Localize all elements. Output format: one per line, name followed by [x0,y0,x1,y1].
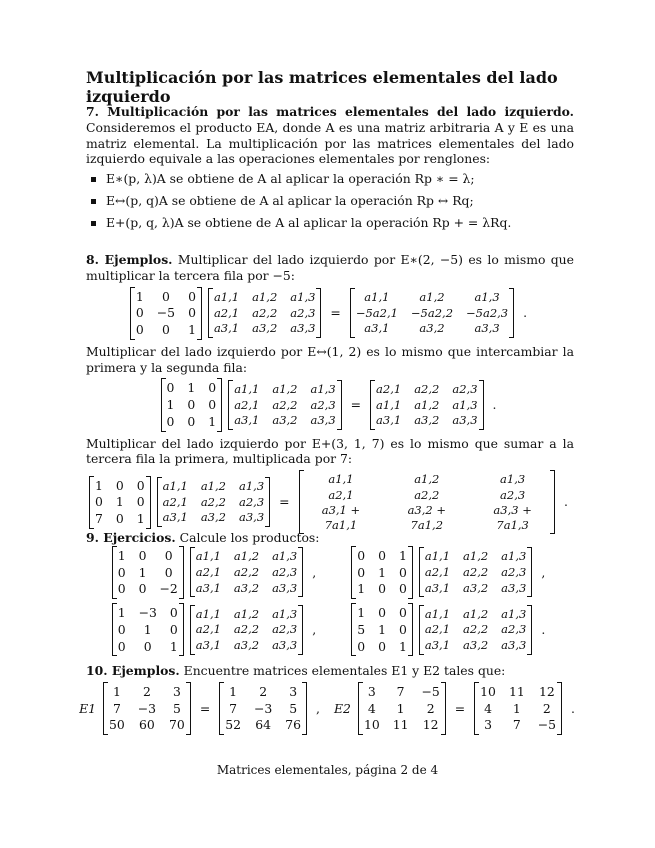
matrix-cell: 7 [396,683,405,699]
matrix-cell: 0 [115,477,124,493]
matrix-result-add [299,470,556,534]
label-e2: E2 [334,700,351,716]
matrix-cell: a2,2 [252,305,278,320]
matrix-cell: a2,1 [376,381,402,396]
matrix-cell: a1,3 [500,472,526,486]
matrix-cell: a1,3 [272,606,298,621]
matrix-cell: 1 [115,494,124,510]
matrix-cell: −2 [159,581,178,597]
matrix-cell: a1,1 [234,381,260,396]
equation-scale-row [86,287,574,340]
exercise-column-right [348,546,551,657]
matrix-cell: a2,1 [328,487,354,502]
matrix-cell: 7 [95,511,103,527]
matrix-cell: a1,3 [310,381,336,396]
matrix-cell: a2,3 [310,397,336,412]
matrix-cell: 0 [208,397,217,412]
matrix-cell: 0 [161,322,170,337]
matrix-cell: 1 [357,605,366,620]
matrix-cell: 7 [229,700,238,716]
matrix-cell: 0 [117,638,126,654]
matrix-cell: a2,3 [500,487,526,502]
matrix-cell: 1 [357,581,366,597]
matrix-cell: a3,1 + 7a1,1 [321,503,361,532]
matrix-cell: a2,3 [501,622,527,637]
matrix-cell: −3 [254,700,273,716]
list-item: E∗(p, λ)A se obtiene de A al aplicar la operación Rp ∗ = λ; [86,171,574,187]
matrix-exercise-1 [112,546,184,599]
matrix-cell: a2,2 [463,565,489,580]
section-10-heading: 10. Ejemplos. [86,663,180,678]
matrix-cell: 2 [142,683,151,699]
matrix-a [157,477,270,527]
section-8-text-3: Multiplicar del lado izquierdo por E+(3, 1, 7) es lo mismo que sumar a la tercera fila la primera, multiplicada por 7: [86,435,574,467]
matrix-cell: 0 [166,380,175,396]
matrix-cell: a3,2 [414,413,440,428]
matrix-cell: 1 [117,605,126,620]
matrix-cell: a3,3 [310,413,336,428]
matrix-cell: 70 [169,717,185,733]
matrix-cell: a3,2 [200,510,226,525]
matrix-cell: a3,2 [233,580,260,595]
matrix-find-a [103,682,191,735]
matrix-cell: 1 [169,638,178,654]
matrix-e-swap [161,378,223,431]
matrix-cell: 12 [422,717,439,733]
equation-swap-row [86,378,574,431]
matrix-cell: −5a2,1 [355,305,398,320]
matrix-cell: a2,3 [238,494,265,509]
section-9-heading: 9. Ejercicios. [86,530,176,545]
matrix-cell: 7 [112,700,121,716]
matrix-cell: 0 [95,494,103,510]
matrix-a [419,605,532,655]
comma: , [312,564,317,580]
matrix-cell: 0 [398,605,407,620]
matrix-cell: 0 [136,477,145,493]
matrix-cell: 5 [357,621,366,637]
period: . [523,305,528,321]
matrix-cell: a3,1 [424,637,451,652]
matrix-cell: 0 [115,511,124,527]
exercise-1 [109,546,322,599]
matrix-cell: a1,1 [162,479,188,494]
comma: , [312,621,317,637]
matrix-cell: a1,3 [272,549,298,564]
matrix-cell: a3,3 [501,580,527,595]
matrix-cell: 76 [285,717,302,733]
matrix-cell: 0 [169,621,178,637]
exercise-2 [348,546,551,599]
section-8-text-1: Multiplicar del lado izquierdo por E∗(2, −5) es lo mismo que multiplicar la tercera fila por −5: [86,252,574,283]
matrix-cell: a1,2 [252,290,278,305]
matrix-cell: a2,2 [414,381,440,396]
matrix-cell: 1 [117,547,126,563]
equals-sign: = [330,305,341,321]
matrix-cell: a2,1 [195,622,221,637]
period: . [564,494,568,510]
matrix-cell: a1,1 [328,472,354,486]
matrix-cell: 0 [187,397,196,412]
matrix-exercise-4 [351,603,413,656]
equals-sign: = [454,700,466,716]
label-e1: E1 [79,700,96,716]
matrix-cell: 1 [187,380,196,396]
matrix-cell: a2,3 [272,622,298,637]
matrix-cell: a2,1 [195,565,221,580]
matrix-cell: a3,1 [162,510,188,525]
matrix-cell: 1 [136,511,145,527]
matrix-cell: −5a2,2 [410,305,454,320]
matrix-cell: a2,2 [233,565,260,580]
section-8-text-2: Multiplicar del lado izquierdo por E↔(1, 2) es lo mismo que intercambiar la primera y la segunda fila: [86,343,574,375]
section-9 [86,530,574,656]
matrix-cell: a3,2 [419,321,445,336]
matrix-cell: a2,1 [162,494,188,509]
matrix-cell: 64 [255,717,272,733]
matrix-cell: 3 [367,683,376,699]
matrix-cell: a1,3 [290,290,316,305]
matrix-cell: a2,3 [452,381,478,396]
matrix-e-scale [130,287,202,340]
matrix-cell: −3 [137,700,157,716]
section-8 [86,252,574,538]
matrix-a [208,288,321,338]
comma: , [541,564,546,580]
matrix-cell: 10 [363,717,380,733]
section-8-heading: 8. Ejemplos. [86,252,173,267]
matrix-cell: 1 [135,288,144,304]
equals-sign: = [279,494,290,510]
matrix-cell: 0 [208,380,217,396]
matrix-cell: 1 [138,564,147,580]
matrix-cell: 1 [229,683,238,699]
matrix-cell: 1 [143,621,152,637]
equation-find-row [79,682,575,735]
matrix-a [190,547,303,597]
matrix-cell: 1 [512,700,521,716]
matrix-cell: 1 [188,322,196,337]
matrix-cell: 3 [289,683,298,699]
comma: , [316,700,320,716]
matrix-cell: 0 [166,413,175,429]
matrix-cell: a3,3 [290,321,316,336]
matrix-cell: 5 [289,700,298,716]
matrix-cell: 1 [112,683,121,699]
section-8-paragraph-1 [86,252,574,284]
matrix-cell: a3,3 [272,580,298,595]
matrix-cell: 0 [357,638,366,654]
matrix-cell: a2,1 [424,565,451,580]
matrix-cell: −5a2,3 [466,305,509,320]
equals-sign: = [199,700,211,716]
matrix-cell: 0 [378,547,386,563]
matrix-cell: 1 [166,397,175,412]
matrix-cell: a1,3 [501,606,527,621]
matrix-cell: 52 [225,717,241,733]
section-7 [86,104,574,236]
section-7-text: Consideremos el producto EA, donde A es una matriz arbitraria A y E es una matriz elemental. La multiplicación por las matrices elementales del lado izquierdo equivale a las operaciones elementales por renglones: [86,119,574,167]
matrix-cell: a1,2 [463,549,489,564]
matrix-cell: 0 [398,621,407,637]
matrix-cell: −5 [537,717,556,733]
matrix-cell: a1,2 [233,606,260,621]
matrix-cell: 0 [187,413,196,429]
matrix-cell: 0 [188,305,196,321]
matrix-cell: a2,3 [501,565,527,580]
matrix-cell: 4 [484,700,492,716]
matrix-find-d [474,682,562,735]
matrix-cell: a3,2 [252,321,278,336]
matrix-cell: a2,1 [213,305,240,320]
matrix-exercise-3 [112,603,184,656]
period: . [541,621,546,637]
matrix-cell: a3,1 [376,413,402,428]
matrix-cell: 1 [398,638,407,654]
matrix-cell: a3,2 + 7a1,2 [407,503,446,532]
matrix-cell: 10 [480,683,496,699]
matrix-cell: 0 [398,581,407,597]
section-7-heading: 7. Multiplicación por las matrices elementales del lado izquierdo. [86,104,574,119]
matrix-cell: a3,3 [272,637,298,652]
matrix-cell: a3,2 [463,637,489,652]
operations-list [86,171,574,230]
matrix-cell: 0 [398,564,407,580]
matrix-cell: a1,3 [501,549,527,564]
matrix-cell: a3,2 [233,637,260,652]
matrix-cell: a3,1 [213,321,240,336]
matrix-cell: 4 [367,700,376,716]
period: . [492,397,497,412]
matrix-cell: 0 [169,605,178,620]
matrix-cell: 3 [484,717,492,733]
matrix-cell: 0 [136,494,145,510]
page-footer: Matrices elementales, página 2 de 4 [216,763,439,777]
matrix-cell: a2,1 [234,397,260,412]
matrix-cell: a2,3 [272,565,298,580]
matrix-cell: a1,3 [452,397,478,412]
matrix-cell: 2 [259,683,268,699]
matrix-find-b [219,682,307,735]
matrix-cell: a2,2 [463,622,489,637]
matrix-a [190,605,303,655]
page-title: Multiplicación por las matrices elementales del lado izquierdo [86,68,558,107]
matrix-cell: 1 [95,477,103,493]
matrix-cell: 0 [138,547,147,563]
matrix-cell: a3,1 [424,580,451,595]
matrix-cell: 5 [172,700,181,716]
matrix-result-swap [370,380,483,430]
matrix-result-scale [350,288,514,338]
matrix-cell: a1,1 [376,397,402,412]
exercise-3 [109,603,322,656]
matrix-cell: a3,2 [272,413,298,428]
matrix-a [228,380,341,430]
section-9-text: Calcule los productos: [175,530,320,545]
matrix-cell: 12 [538,683,555,699]
matrix-cell: 2 [542,700,551,716]
section-9-paragraph [86,530,574,546]
matrix-cell: 60 [139,717,155,733]
matrix-cell: 0 [117,581,126,597]
matrix-cell: 11 [508,683,525,699]
matrix-cell: a2,3 [290,305,316,320]
matrix-cell: 0 [138,581,147,597]
matrix-cell: 0 [378,638,386,654]
matrix-cell: a1,1 [195,549,221,564]
matrix-cell: 0 [161,288,170,304]
section-10-text: Encuentre matrices elementales E1 y E2 tales que: [179,663,506,678]
matrix-cell: 7 [512,717,521,733]
matrix-cell: a3,3 + 7a1,3 [493,503,532,532]
matrix-cell: a3,3 [501,637,527,652]
matrix-cell: 0 [117,564,126,580]
list-item: E↔(p, q)A se obtiene de A al aplicar la operación Rp ↔ Rq; [86,193,574,209]
matrix-cell: a2,2 [200,494,226,509]
matrix-cell: a3,1 [364,321,390,336]
exercise-column-left [109,546,322,657]
matrix-cell: 1 [208,413,217,429]
matrix-cell: a1,2 [200,479,226,494]
matrix-cell: a1,2 [272,381,298,396]
matrix-cell: a1,1 [195,606,221,621]
matrix-cell: a2,1 [424,622,451,637]
matrix-cell: 0 [357,564,366,580]
section-10 [79,663,575,739]
matrix-cell: 0 [117,621,126,637]
exercise-grid [86,546,574,657]
matrix-cell: a1,2 [414,472,440,486]
exercise-4 [348,603,551,656]
equation-add-row [86,470,574,534]
matrix-cell: a1,1 [364,290,390,305]
matrix-cell: a3,3 [474,321,500,336]
matrix-cell: a3,2 [463,580,489,595]
period: . [570,700,575,716]
matrix-cell: 3 [172,683,181,699]
section-10-paragraph [86,663,574,679]
matrix-cell: a1,3 [474,290,500,305]
matrix-cell: a3,1 [195,637,221,652]
matrix-cell: a3,1 [234,413,260,428]
matrix-cell: a1,2 [463,606,489,621]
matrix-cell: 0 [164,564,173,580]
matrix-cell: a2,2 [272,397,298,412]
matrix-cell: 2 [426,700,435,716]
matrix-cell: −3 [138,605,157,620]
matrix-cell: a1,2 [414,397,440,412]
matrix-cell: a2,2 [233,622,260,637]
section-7-paragraph [86,104,574,167]
matrix-cell: 0 [357,547,366,563]
matrix-e-add [89,476,151,529]
matrix-cell: a3,3 [452,413,478,428]
matrix-cell: 1 [398,547,407,563]
matrix-cell: a1,1 [213,290,240,305]
matrix-cell: a1,3 [238,479,265,494]
matrix-a [419,547,532,597]
matrix-cell: 1 [396,700,405,716]
matrix-cell: 0 [378,581,386,597]
matrix-cell: 0 [188,288,196,304]
list-item: E+(p, q, λ)A se obtiene de A al aplicar la operación Rp + = λRq. [86,215,574,231]
matrix-cell: 1 [378,621,386,637]
matrix-cell: −5 [421,683,440,699]
matrix-cell: 0 [135,305,144,321]
matrix-cell: 0 [143,638,152,654]
matrix-exercise-2 [351,546,413,599]
matrix-cell: a1,1 [424,606,451,621]
matrix-cell: a3,1 [195,580,221,595]
matrix-cell: 0 [164,547,173,563]
matrix-cell: a1,2 [233,549,260,564]
matrix-cell: 0 [135,322,144,337]
matrix-cell: a1,1 [424,549,451,564]
matrix-cell: 0 [378,605,386,620]
matrix-find-c [358,682,446,735]
matrix-cell: 11 [392,717,409,733]
matrix-cell: a1,2 [419,290,445,305]
equals-sign: = [350,397,362,412]
matrix-cell: a3,3 [238,510,265,525]
matrix-cell: −5 [156,305,176,321]
matrix-cell: 50 [109,717,125,733]
matrix-cell: a2,2 [414,487,440,502]
matrix-cell: 1 [378,564,386,580]
